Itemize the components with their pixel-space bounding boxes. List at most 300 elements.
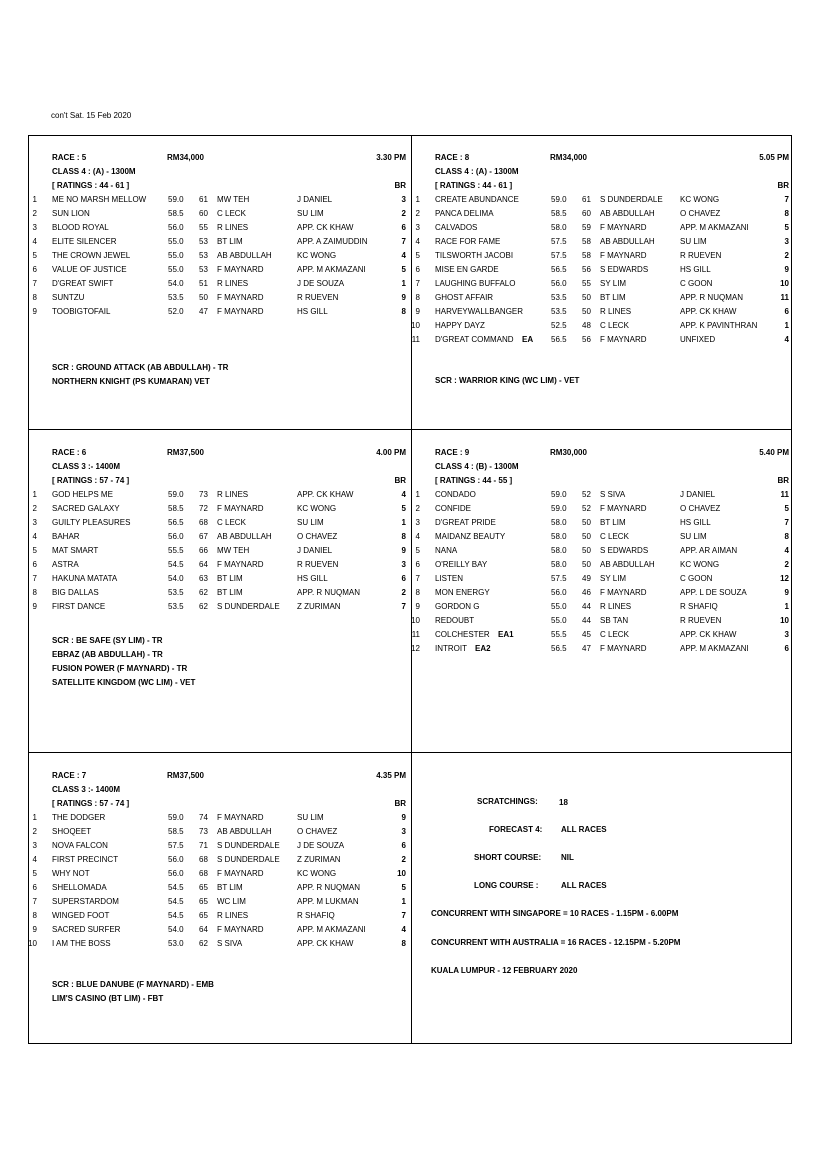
runner-row xyxy=(29,546,411,560)
trainer: SU LIM xyxy=(297,518,324,527)
barrier: 12 xyxy=(780,574,789,583)
horse-name: THE DODGER xyxy=(52,813,106,822)
race-time: 3.30 PM xyxy=(376,153,406,162)
scratching-line: SCR : BE SAFE (SY LIM) - TR xyxy=(52,636,163,645)
barrier: 7 xyxy=(784,195,789,204)
rating: 49 xyxy=(582,574,591,583)
runner-number: 3 xyxy=(415,223,420,232)
weight: 58.5 xyxy=(168,209,184,218)
weight: 59.0 xyxy=(168,195,184,204)
rating: 64 xyxy=(199,925,208,934)
rating: 73 xyxy=(199,490,208,499)
horse-name: ASTRA xyxy=(52,560,79,569)
jockey: F MAYNARD xyxy=(600,588,647,597)
rating: 65 xyxy=(199,883,208,892)
race-8-block xyxy=(412,136,794,444)
trainer: J DE SOUZA xyxy=(297,279,345,288)
emergency-tag: EA2 xyxy=(475,644,491,653)
trainer: APP. K PAVINTHRAN xyxy=(680,321,758,330)
horse-name: SUNTZU xyxy=(52,293,85,302)
jockey: F MAYNARD xyxy=(217,293,264,302)
jockey: S EDWARDS xyxy=(600,265,649,274)
trainer: HS GILL xyxy=(297,574,328,583)
concurrent-australia: CONCURRENT WITH AUSTRALIA = 16 RACES - 12.15PM - 5.20PM xyxy=(431,938,681,947)
rating: 61 xyxy=(582,195,591,204)
horse-name: SUPERSTARDOM xyxy=(52,897,119,906)
runner-row xyxy=(412,321,794,335)
long-course-value: ALL RACES xyxy=(561,881,607,890)
barrier-header: BR xyxy=(777,181,789,190)
horse-name: MISE EN GARDE xyxy=(435,265,499,274)
rating: 44 xyxy=(582,616,591,625)
runner-row xyxy=(29,279,411,293)
barrier: 5 xyxy=(401,883,406,892)
race-ratings: [ RATINGS : 57 - 74 ] xyxy=(52,476,130,485)
jockey: C LECK xyxy=(600,321,629,330)
trainer: APP. CK KHAW xyxy=(680,307,737,316)
barrier: 11 xyxy=(780,490,789,499)
jockey: AB ABDULLAH xyxy=(217,532,272,541)
runner-row xyxy=(412,518,794,532)
trainer: SU LIM xyxy=(297,813,324,822)
race-number: RACE : 9 xyxy=(435,448,470,457)
weight: 55.0 xyxy=(551,616,567,625)
runner-number: 9 xyxy=(415,307,420,316)
rating: 56 xyxy=(582,335,591,344)
trainer: HS GILL xyxy=(680,265,711,274)
weight: 54.5 xyxy=(168,560,184,569)
race-time: 4.00 PM xyxy=(376,448,406,457)
runner-number: 6 xyxy=(415,265,420,274)
horse-name: ME NO MARSH MELLOW xyxy=(52,195,147,204)
barrier: 4 xyxy=(401,490,406,499)
jockey: BT LIM xyxy=(217,574,243,583)
horse-name: GOD HELPS ME xyxy=(52,490,113,499)
barrier: 1 xyxy=(784,321,789,330)
jockey: F MAYNARD xyxy=(217,560,264,569)
jockey: AB ABDULLAH xyxy=(217,827,272,836)
rating: 72 xyxy=(199,504,208,513)
trainer: O CHAVEZ xyxy=(297,532,338,541)
rating: 55 xyxy=(582,279,591,288)
runner-row xyxy=(29,195,411,209)
barrier-header: BR xyxy=(394,799,406,808)
weight: 59.0 xyxy=(551,504,567,513)
weight: 57.5 xyxy=(168,841,184,850)
rating: 58 xyxy=(582,251,591,260)
weight: 58.0 xyxy=(551,532,567,541)
scratching-line: EBRAZ (AB ABDULLAH) - TR xyxy=(52,650,163,659)
barrier: 5 xyxy=(401,504,406,513)
weight: 59.0 xyxy=(551,195,567,204)
barrier: 3 xyxy=(784,630,789,639)
barrier: 10 xyxy=(780,616,789,625)
barrier: 1 xyxy=(784,602,789,611)
barrier: 4 xyxy=(784,335,789,344)
race-card-grid xyxy=(28,135,792,1044)
horse-name: REDOUBT xyxy=(435,616,475,625)
horse-name: MAIDANZ BEAUTY xyxy=(435,532,506,541)
trainer: APP. A ZAIMUDDIN xyxy=(297,237,368,246)
barrier: 6 xyxy=(401,841,406,850)
runner-number: 6 xyxy=(32,560,37,569)
runner-row xyxy=(29,293,411,307)
trainer: APP. CK KHAW xyxy=(297,939,354,948)
rating: 66 xyxy=(199,546,208,555)
barrier: 1 xyxy=(401,897,406,906)
barrier: 9 xyxy=(401,293,406,302)
weight: 55.0 xyxy=(168,251,184,260)
jockey: C LECK xyxy=(217,518,246,527)
trainer: R SHAFIQ xyxy=(680,602,718,611)
weight: 54.5 xyxy=(168,897,184,906)
horse-name: COLCHESTER xyxy=(435,630,490,639)
horse-name: NANA xyxy=(435,546,458,555)
weight: 58.0 xyxy=(551,546,567,555)
runner-number: 9 xyxy=(32,307,37,316)
weight: 52.5 xyxy=(551,321,567,330)
runner-number: 3 xyxy=(32,518,37,527)
rating: 60 xyxy=(582,209,591,218)
weight: 56.0 xyxy=(551,279,567,288)
horse-name: NOVA FALCON xyxy=(52,841,108,850)
runner-row xyxy=(29,237,411,251)
runner-row xyxy=(29,925,411,939)
horse-name: VALUE OF JUSTICE xyxy=(52,265,127,274)
horse-name: FIRST DANCE xyxy=(52,602,106,611)
jockey: F MAYNARD xyxy=(217,869,264,878)
runner-row xyxy=(412,616,794,630)
barrier: 8 xyxy=(401,307,406,316)
rating: 44 xyxy=(582,602,591,611)
weight: 59.0 xyxy=(168,490,184,499)
runner-number: 8 xyxy=(415,588,420,597)
race-7-block xyxy=(29,754,411,1062)
horse-name: THE CROWN JEWEL xyxy=(52,251,131,260)
rating: 45 xyxy=(582,630,591,639)
runner-number: 2 xyxy=(32,504,37,513)
barrier: 9 xyxy=(784,588,789,597)
scratching-line: LIM'S CASINO (BT LIM) - FBT xyxy=(52,994,164,1003)
race-6-block xyxy=(29,431,411,739)
trainer: J DANIEL xyxy=(297,546,333,555)
rating: 74 xyxy=(199,813,208,822)
horse-name: SACRED SURFER xyxy=(52,925,121,934)
horse-name: D'GREAT PRIDE xyxy=(435,518,496,527)
race-time: 5.05 PM xyxy=(759,153,789,162)
weight: 57.5 xyxy=(551,574,567,583)
rating: 47 xyxy=(199,307,208,316)
runner-row xyxy=(412,602,794,616)
weight: 53.5 xyxy=(168,293,184,302)
horse-name: CONFIDE xyxy=(435,504,471,513)
scratchings-label: SCRATCHINGS: xyxy=(477,797,538,806)
weight: 56.0 xyxy=(168,855,184,864)
runner-number: 7 xyxy=(415,574,420,583)
runner-row xyxy=(29,307,411,321)
rating: 65 xyxy=(199,911,208,920)
runner-row xyxy=(29,532,411,546)
race-prize: RM34,000 xyxy=(167,153,204,162)
trainer: APP. CK KHAW xyxy=(297,223,354,232)
weight: 54.0 xyxy=(168,574,184,583)
trainer: APP. M LUKMAN xyxy=(297,897,359,906)
horse-name: MAT SMART xyxy=(52,546,99,555)
runner-number: 9 xyxy=(32,602,37,611)
runner-row xyxy=(412,574,794,588)
jockey: BT LIM xyxy=(600,293,626,302)
jockey: S SIVA xyxy=(217,939,243,948)
rating: 52 xyxy=(582,504,591,513)
barrier: 4 xyxy=(784,546,789,555)
jockey: AB ABDULLAH xyxy=(600,209,655,218)
horse-name: SHOQEET xyxy=(52,827,92,836)
barrier: 1 xyxy=(401,518,406,527)
forecast-label: FORECAST 4: xyxy=(489,825,543,834)
weight: 57.5 xyxy=(551,251,567,260)
barrier: 5 xyxy=(784,223,789,232)
rating: 63 xyxy=(199,574,208,583)
rating: 53 xyxy=(199,265,208,274)
jockey: F MAYNARD xyxy=(217,265,264,274)
runner-number: 1 xyxy=(32,195,37,204)
runner-row xyxy=(29,560,411,574)
runner-number: 5 xyxy=(415,251,420,260)
rating: 46 xyxy=(582,588,591,597)
runner-row xyxy=(29,518,411,532)
rating: 53 xyxy=(199,237,208,246)
trainer: KC WONG xyxy=(680,560,720,569)
weight: 56.5 xyxy=(551,335,567,344)
runner-row xyxy=(412,209,794,223)
runner-number: 6 xyxy=(415,560,420,569)
weight: 54.0 xyxy=(168,925,184,934)
runner-number: 5 xyxy=(32,546,37,555)
barrier: 11 xyxy=(780,293,789,302)
rating: 50 xyxy=(582,532,591,541)
jockey: F MAYNARD xyxy=(600,644,647,653)
runner-number: 3 xyxy=(32,223,37,232)
trainer: J DANIEL xyxy=(297,195,333,204)
barrier: 4 xyxy=(401,925,406,934)
trainer: C GOON xyxy=(680,574,713,583)
runner-row xyxy=(29,209,411,223)
race-9-block xyxy=(412,431,794,739)
runner-row xyxy=(29,251,411,265)
jockey: R LINES xyxy=(217,223,249,232)
trainer: SU LIM xyxy=(297,209,324,218)
barrier: 6 xyxy=(401,574,406,583)
horse-name: I AM THE BOSS xyxy=(52,939,111,948)
rating: 59 xyxy=(582,223,591,232)
horse-name: INTROIT xyxy=(435,644,467,653)
rating: 50 xyxy=(582,560,591,569)
barrier: 5 xyxy=(401,265,406,274)
jockey: C LECK xyxy=(217,209,246,218)
runner-row xyxy=(412,265,794,279)
trainer: O CHAVEZ xyxy=(297,827,338,836)
rating: 71 xyxy=(199,841,208,850)
runner-number: 5 xyxy=(32,869,37,878)
trainer: R RUEVEN xyxy=(297,560,339,569)
runner-row xyxy=(412,195,794,209)
trainer: APP. M AKMAZANI xyxy=(297,265,366,274)
horse-name: SHELLOMADA xyxy=(52,883,107,892)
barrier: 6 xyxy=(401,223,406,232)
weight: 55.0 xyxy=(168,237,184,246)
runner-number: 4 xyxy=(415,237,420,246)
horse-name: PANCA DELIMA xyxy=(435,209,494,218)
place-date: KUALA LUMPUR - 12 FEBRUARY 2020 xyxy=(431,966,578,975)
trainer: APP. CK KHAW xyxy=(297,490,354,499)
horse-name: D'GREAT COMMAND xyxy=(435,335,514,344)
race-time: 5.40 PM xyxy=(759,448,789,457)
race-class: CLASS 3 :- 1400M xyxy=(52,462,121,471)
runner-row xyxy=(412,644,794,658)
trainer: Z ZURIMAN xyxy=(297,602,341,611)
horse-name: TILSWORTH JACOBI xyxy=(435,251,514,260)
horse-name: GHOST AFFAIR xyxy=(435,293,494,302)
short-course-value: NIL xyxy=(561,853,574,862)
rating: 58 xyxy=(582,237,591,246)
weight: 55.5 xyxy=(551,630,567,639)
runner-row xyxy=(29,841,411,855)
runner-row xyxy=(29,602,411,616)
rating: 68 xyxy=(199,518,208,527)
horse-name: LISTEN xyxy=(435,574,464,583)
barrier: 3 xyxy=(401,560,406,569)
jockey: S DUNDERDALE xyxy=(217,855,280,864)
weight: 58.5 xyxy=(551,209,567,218)
runner-row xyxy=(29,897,411,911)
runner-number: 7 xyxy=(415,279,420,288)
runner-number: 1 xyxy=(415,195,420,204)
barrier-header: BR xyxy=(777,476,789,485)
jockey: S DUNDERDALE xyxy=(217,602,280,611)
runner-number: 8 xyxy=(32,911,37,920)
jockey: F MAYNARD xyxy=(600,335,647,344)
barrier: 3 xyxy=(784,237,789,246)
barrier: 1 xyxy=(401,279,406,288)
jockey: R LINES xyxy=(600,307,632,316)
weight: 57.5 xyxy=(551,237,567,246)
short-course-label: SHORT COURSE: xyxy=(474,853,542,862)
runner-row xyxy=(29,911,411,925)
runner-row xyxy=(29,504,411,518)
trainer: APP. AR AIMAN xyxy=(680,546,738,555)
jockey: SY LIM xyxy=(600,574,627,583)
horse-name: RACE FOR FAME xyxy=(435,237,501,246)
jockey: C LECK xyxy=(600,630,629,639)
rating: 68 xyxy=(199,869,208,878)
rating: 67 xyxy=(199,532,208,541)
rating: 62 xyxy=(199,939,208,948)
runner-number: 4 xyxy=(415,532,420,541)
horse-name: GORDON G xyxy=(435,602,480,611)
barrier: 6 xyxy=(784,644,789,653)
runner-number: 8 xyxy=(32,588,37,597)
trainer: Z ZURIMAN xyxy=(297,855,341,864)
runner-row xyxy=(29,827,411,841)
jockey: F MAYNARD xyxy=(600,223,647,232)
scratching-line: SCR : WARRIOR KING (WC LIM) - VET xyxy=(435,376,580,385)
race-class: CLASS 4 : (A) - 1300M xyxy=(52,167,136,176)
runner-row xyxy=(29,813,411,827)
rating: 65 xyxy=(199,897,208,906)
runner-number: 2 xyxy=(32,827,37,836)
emergency-tag: EA1 xyxy=(498,630,514,639)
jockey: R LINES xyxy=(600,602,632,611)
scratching-line: SCR : GROUND ATTACK (AB ABDULLAH) - TR xyxy=(52,363,229,372)
runner-row xyxy=(412,307,794,321)
barrier: 8 xyxy=(784,532,789,541)
trainer: HS GILL xyxy=(297,307,328,316)
runner-row xyxy=(29,490,411,504)
rating: 50 xyxy=(582,518,591,527)
weight: 55.0 xyxy=(551,602,567,611)
runner-number: 4 xyxy=(32,855,37,864)
runner-row xyxy=(29,869,411,883)
barrier: 2 xyxy=(401,855,406,864)
trainer: HS GILL xyxy=(680,518,711,527)
jockey: R LINES xyxy=(217,279,249,288)
weight: 52.0 xyxy=(168,307,184,316)
trainer: R SHAFIQ xyxy=(297,911,335,920)
jockey: MW TEH xyxy=(217,195,250,204)
trainer: APP. R NUQMAN xyxy=(297,883,360,892)
runner-number: 11 xyxy=(411,630,420,639)
scratching-line: NORTHERN KNIGHT (PS KUMARAN) VET xyxy=(52,377,210,386)
runner-row xyxy=(412,223,794,237)
runner-row xyxy=(412,293,794,307)
horse-name: HARVEYWALLBANGER xyxy=(435,307,524,316)
rating: 50 xyxy=(582,546,591,555)
scratching-line: SCR : BLUE DANUBE (F MAYNARD) - EMB xyxy=(52,980,214,989)
horse-name: CALVADOS xyxy=(435,223,478,232)
rating: 50 xyxy=(582,293,591,302)
weight: 56.5 xyxy=(168,518,184,527)
runner-row xyxy=(412,279,794,293)
jockey: S DUNDERDALE xyxy=(217,841,280,850)
trainer: APP. R NUQMAN xyxy=(297,588,360,597)
runner-number: 5 xyxy=(415,546,420,555)
horse-name: SUN LION xyxy=(52,209,90,218)
runner-row xyxy=(412,335,794,349)
jockey: BT LIM xyxy=(217,588,243,597)
race-number: RACE : 6 xyxy=(52,448,87,457)
weight: 56.5 xyxy=(551,644,567,653)
race-ratings: [ RATINGS : 44 - 55 ] xyxy=(435,476,513,485)
horse-name: WHY NOT xyxy=(52,869,90,878)
weight: 56.0 xyxy=(551,588,567,597)
runner-number: 3 xyxy=(415,518,420,527)
race-prize: RM30,000 xyxy=(550,448,587,457)
barrier-header: BR xyxy=(394,476,406,485)
rating: 53 xyxy=(199,251,208,260)
trainer: R RUEVEN xyxy=(680,616,722,625)
scratching-line: SATELLITE KINGDOM (WC LIM) - VET xyxy=(52,678,196,687)
runner-number: 6 xyxy=(32,883,37,892)
horse-name: GUILTY PLEASURES xyxy=(52,518,131,527)
rating: 61 xyxy=(199,195,208,204)
weight: 53.5 xyxy=(551,307,567,316)
weight: 54.5 xyxy=(168,911,184,920)
horse-name: CONDADO xyxy=(435,490,476,499)
trainer: O CHAVEZ xyxy=(680,504,721,513)
barrier: 5 xyxy=(784,504,789,513)
emergency-tag: EA xyxy=(522,335,534,344)
race-ratings: [ RATINGS : 44 - 61 ] xyxy=(435,181,513,190)
